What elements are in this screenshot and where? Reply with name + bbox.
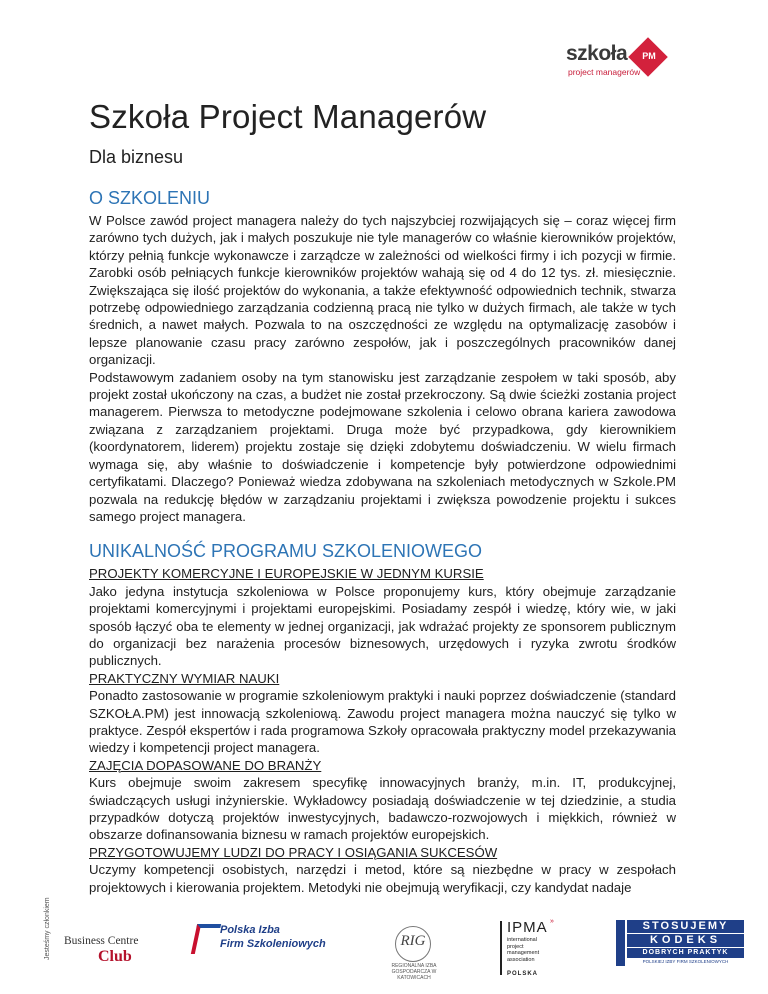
page-title: Szkoła Project Managerów	[89, 98, 487, 135]
membership-label: Jesteśmy członkiem	[44, 897, 51, 960]
logo-badge: PM	[642, 51, 656, 61]
paragraph-industry: Kurs obejmuje swoim zakresem specyfikę innowacyjnych branży, m.in. IT, produkcyjnej, świadczących usługi inżynierskie. Wykładowcy posiadają doświadczenie w tej dziedzinie, a studia przypadków dotyczą projektów inwestycyjnych, badawczo-rozwojowych i miękkich, również w obszarze dofinansowania biznesu w ramach projektów europejskich.	[89, 775, 676, 843]
bcc-name: Business Centre	[64, 935, 139, 947]
pifs-name-line1: Polska Izba	[220, 924, 280, 936]
page-subtitle: Dla biznesu	[89, 147, 184, 167]
ipma-subtitle: international project management association	[507, 937, 540, 963]
logo-wordmark: szkoła	[566, 42, 628, 65]
paragraph-practical: Ponadto zastosowanie w programie szkoleniowym praktyki i nauki poprzez doświadczenie (standard SZKOŁA.PM) jest innowacją szkoleniową. Zawodu project managera można nauczyć się tylko w praktyce. Zespół ekspertów i rada programowa Szkoły opracowała praktyczny model przekazywania wiedzy i kompetencji project managera.	[89, 688, 676, 756]
about-paragraph-2: Podstawowym zadaniem osoby na tym stanowisku jest zarządzanie zespołem w taki sposób, aby projekt został ukończony na czas, a budżet nie został przekroczony. Są dwie ścieżki zostania project managerem. Pierwsza to metodyczne podejmowane szkolenia i celowo obrana kariera zawodowa związana z zarządzaniem projektami. Druga może być przypadkowa, gdy kierownikiem (koordynatorem, liderem) projektu zostaje się dzięki zdobytemu doświadczeniu. W wielu firmach wymaga się, aby właśnie to doświadczenie i kompetencje były potwierdzone odpowiednimi certyfikatami. Dlaczego? Ponieważ wiedza zdobywana na szkoleniach metodycznych w Szkole.PM pozwala na redukcję błędów w zarządzaniu projektami i zwiększa powodzenie projektu i sukces samego project managera.	[89, 369, 676, 524]
subheading-industry: ZAJĘCIA DOPASOWANE DO BRANŻY	[89, 757, 322, 773]
ipma-logo	[500, 919, 560, 979]
bcc-club: Club	[98, 948, 132, 965]
ipma-accent-icon: »	[550, 918, 554, 925]
pifs-mark-icon	[191, 924, 221, 954]
pifs-logo	[194, 920, 326, 960]
ipma-bar	[500, 921, 502, 975]
business-centre-club-logo	[64, 935, 152, 975]
rig-emblem-logo	[381, 926, 447, 981]
ipma-name: IPMA	[507, 919, 548, 936]
paragraph-commercial-european: Jako jedyna instytucja szkoleniowa w Polsce proponujemy kurs, który obejmuje zarządzanie projektami komercyjnymi i projektami europejskimi. Posiadamy zespół i wiedzę, który wie, w jaki sposób łączyć oba te elementy w jednej organizacji, jak wdrażać projekty ze sponsorem publicznym do organizacji bez narażenia procesów biznesowych, urzędowych i ryzyka zwrotu środków publicznych.	[89, 583, 676, 669]
kodeks-line1: STOSUJEMY	[627, 920, 744, 933]
kodeks-badge	[616, 920, 744, 966]
kodeks-line3: DOBRYCH PRAKTYK	[627, 948, 744, 958]
kodeks-side-strip	[616, 920, 625, 966]
document-body	[89, 98, 676, 896]
section-heading-unique: UNIKALNOŚĆ PROGRAMU SZKOLENIOWEGO	[89, 541, 483, 562]
rig-initials: RIG	[400, 933, 426, 949]
ipma-country: POLSKA	[507, 971, 539, 977]
brand-logo	[566, 42, 662, 78]
subheading-practical: PRAKTYCZNY WYMIAR NAUKI	[89, 670, 280, 686]
pifs-name-line2: Firm Szkoleniowych	[220, 938, 326, 950]
logo-tagline: project managerów	[568, 67, 641, 77]
kodeks-line4: POLSKIEJ IZBY FIRM SZKOLENIOWYCH	[642, 959, 729, 964]
subheading-success: PRZYGOTOWUJEMY LUDZI DO PRACY I OSIĄGANIA SUKCESÓW	[89, 844, 498, 860]
subheading-commercial-european: PROJEKTY KOMERCYJNE I EUROPEJSKIE W JEDNYM KURSIE	[89, 566, 484, 582]
about-paragraph: W Polsce zawód project managera należy do tych najszybciej rozwijających się – coraz więcej firm zarówno tych dużych, jak i małych poszukuje nie tyle managerów co właśnie kierowników projektów, którzy pełnią funkcje wykonawcze i zarządcze w zależności od wielkości firmy i ich pozycji w firmie. Zarobki osób pełniących funkcje kierowników projektów wahają się od 4 do 12 tys. zł. miesięcznie. Zwiększająca się ilość projektów do wykonania, a także efektywność odpowiednich technik, stwarza potrzebę odpowiedniego zarządzania codzienną pracą nie tylko w dużych firmach, ale także w tych średnich, a nawet małych. Pozwala to na oszczędności ze względu na optymalizację zasobów i lepsze planowanie czasu pracy zarówno zespołów, jak i poszczególnych pracowników danej organizacji.	[89, 213, 676, 368]
paragraph-success: Uczymy kompetencji osobistych, narzędzi i metod, które są niezbędne w pracy w zespołach projektowych i kierowania projektem. Metodyki nie obejmują weryfikacji, czy kandydat nadaje	[89, 862, 676, 895]
rig-caption: REGIONALNA IZBA GOSPODARCZA W KATOWICACH	[391, 963, 437, 981]
section-heading-about: O SZKOLENIU	[89, 188, 211, 208]
kodeks-line2: KODEKS	[627, 934, 744, 947]
